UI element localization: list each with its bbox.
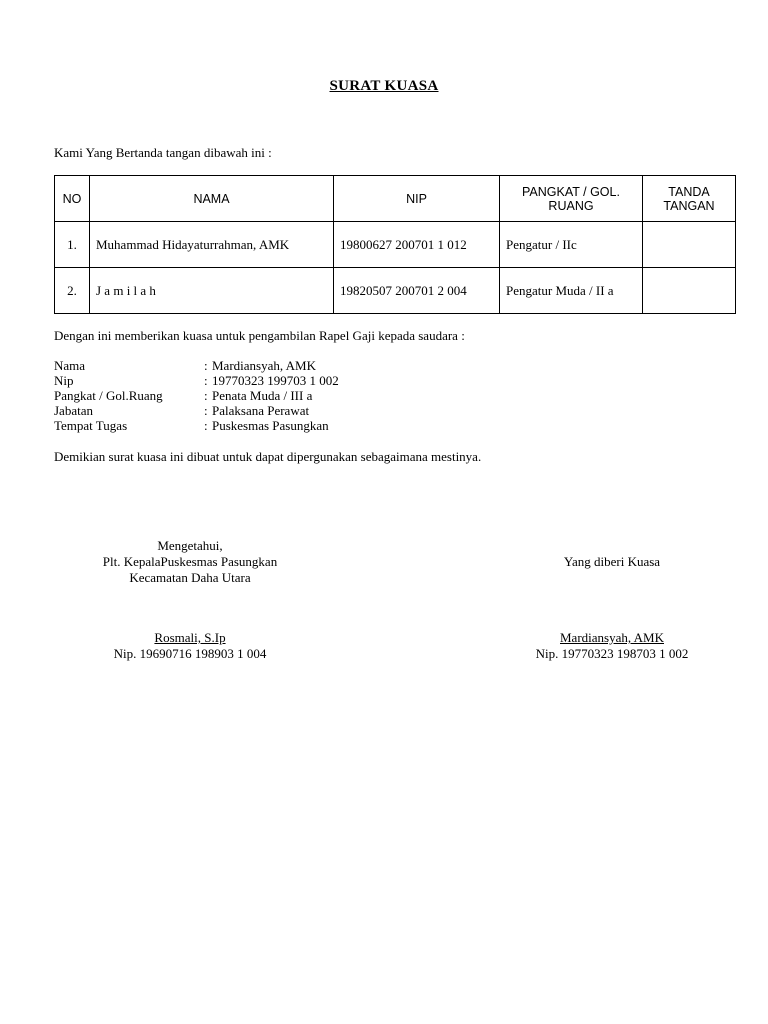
col-header-nip: NIP	[334, 176, 500, 222]
detail-separator: :	[204, 418, 208, 433]
detail-separator: :	[204, 373, 208, 388]
col-header-pangkat	[500, 176, 643, 222]
right-recipient-label: Yang diberi Kuasa	[563, 554, 661, 569]
left-position-title: Plt. KepalaPuskesmas Pasungkan	[102, 554, 278, 569]
table-row	[55, 268, 736, 314]
cell-nama: J a m i l a h	[90, 268, 334, 314]
right-signature	[482, 630, 742, 662]
left-signatory-nip: Nip. 19690716 198903 1 004	[113, 646, 267, 661]
col-header-pangkat-line2: RUANG	[548, 198, 594, 213]
signatories-table	[54, 175, 736, 314]
col-header-tanda-line2: TANGAN	[663, 198, 715, 213]
left-signatory-block	[60, 538, 320, 586]
right-signatory-nip: Nip. 19770323 198703 1 002	[535, 646, 689, 661]
left-acknowledge-label: Mengetahui,	[157, 538, 223, 553]
right-signatory-block	[492, 554, 732, 570]
detail-label: Pangkat / Gol.Ruang	[54, 388, 163, 403]
document-title: SURAT KUASA	[329, 78, 439, 94]
table-row	[55, 222, 736, 268]
cell-tanda-tangan	[643, 222, 736, 268]
left-signature	[60, 630, 320, 662]
detail-value: 19770323 199703 1 002	[212, 373, 339, 388]
col-header-no: NO	[55, 176, 90, 222]
cell-no: 2.	[55, 268, 90, 314]
statement-text: Dengan ini memberikan kuasa untuk pengambilan Rapel Gaji kepada saudara :	[54, 328, 465, 343]
cell-nip: 19800627 200701 1 012	[334, 222, 500, 268]
detail-value: Palaksana Perawat	[212, 403, 310, 418]
cell-pangkat: Pengatur Muda / II a	[500, 268, 643, 314]
table-header-row	[55, 176, 736, 222]
detail-separator: :	[204, 403, 208, 418]
left-signatory-name: Rosmali, S.Ip	[154, 630, 226, 645]
left-district: Kecamatan Daha Utara	[129, 570, 251, 585]
col-header-tanda-tangan	[643, 176, 736, 222]
detail-label: Nama	[54, 358, 86, 373]
cell-nama: Muhammad Hidayaturrahman, AMK	[90, 222, 334, 268]
detail-label: Jabatan	[54, 403, 93, 418]
cell-pangkat: Pengatur / IIc	[500, 222, 643, 268]
detail-value: Puskesmas Pasungkan	[212, 418, 329, 433]
col-header-tanda-line1: TANDA	[668, 184, 710, 199]
detail-label: Tempat Tugas	[54, 418, 128, 433]
detail-value: Penata Muda / III a	[212, 388, 313, 403]
detail-separator: :	[204, 388, 208, 403]
intro-text: Kami Yang Bertanda tangan dibawah ini :	[54, 145, 272, 160]
closing-text: Demikian surat kuasa ini dibuat untuk dapat dipergunakan sebagaimana mestinya.	[54, 449, 482, 464]
col-header-pangkat-line1: PANGKAT / GOL.	[522, 184, 620, 199]
detail-value: Mardiansyah, AMK	[212, 358, 316, 373]
detail-label: Nip	[54, 373, 74, 388]
cell-tanda-tangan	[643, 268, 736, 314]
cell-no: 1.	[55, 222, 90, 268]
cell-nip: 19820507 200701 2 004	[334, 268, 500, 314]
right-signatory-name: Mardiansyah, AMK	[560, 630, 664, 645]
col-header-nama: NAMA	[90, 176, 334, 222]
detail-separator: :	[204, 358, 208, 373]
